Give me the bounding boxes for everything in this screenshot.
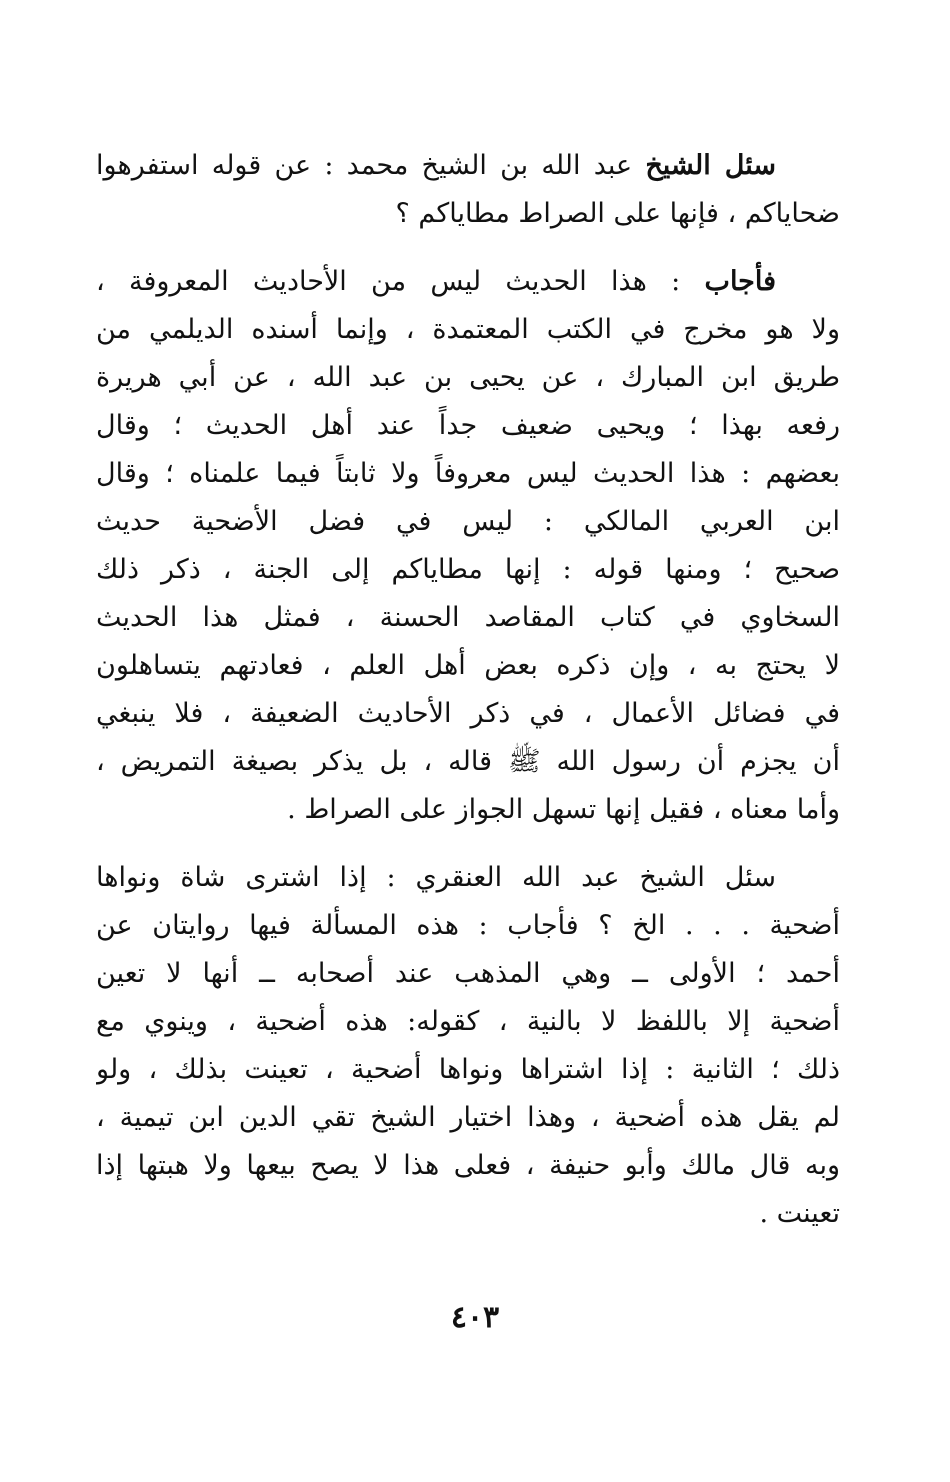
text-line: أن يجزم أن رسول الله ﷺ قاله ، بل يذكر بصيغة التمريض ، — [96, 746, 840, 777]
question-lead: سئل الشيخ — [645, 150, 777, 181]
question-answer-paragraph-2 — [96, 854, 840, 1238]
text-line: تعينت . — [759, 1198, 840, 1229]
answer-paragraph-1 — [96, 258, 840, 834]
text-line: في فضائل الأعمال ، في ذكر الأحاديث الضعيفة ، فلا ينبغي — [96, 698, 840, 729]
text-line: لا يحتج به ، وإن ذكره بعض أهل العلم ، فعادتهم يتساهلون — [96, 650, 840, 681]
text-line: بعضهم : هذا الحديث ليس معروفاً ولا ثابتاً فيما علمناه ؛ وقال — [96, 458, 840, 489]
page-number: ٤٠٣ — [450, 1300, 500, 1335]
text-line: سئل الشيخ عبد الله بن الشيخ محمد : عن قوله استفرهوا — [96, 150, 777, 181]
text-line: السخاوي في كتاب المقاصد الحسنة ، فمثل هذا الحديث — [96, 602, 840, 633]
document-page — [96, 142, 840, 1258]
text-line: فأجاب : هذا الحديث ليس من الأحاديث المعروفة ، — [96, 266, 776, 297]
text-line: أضحية . . . الخ ؟ فأجاب : هذه المسألة فيها روايتان عن — [96, 910, 840, 941]
text-line: صحيح ؛ ومنها قوله : إنها مطاياكم إلى الجنة ، ذكر ذلك — [96, 554, 840, 585]
text-line: ابن العربي المالكي : ليس في فضل الأضحية حديث — [96, 506, 840, 537]
text-line: لم يقل هذه أضحية ، وهذا اختيار الشيخ تقي الدين ابن تيمية ، — [96, 1102, 840, 1133]
text-line: وأما معناه ، فقيل إنها تسهل الجواز على الصراط . — [287, 794, 840, 825]
text-line: طريق ابن المبارك ، عن يحيى بن عبد الله ، عن أبي هريرة — [96, 362, 840, 393]
answer-lead: فأجاب — [704, 266, 776, 297]
text-line: ولا هو مخرج في الكتب المعتمدة ، وإنما أسنده الديلمي من — [96, 314, 840, 345]
text-line: أحمد ؛ الأولى ــ وهي المذهب عند أصحابه ــ أنها لا تعين — [96, 958, 840, 989]
text-line: ذلك ؛ الثانية : إذا اشتراها ونواها أضحية ، تعينت بذلك ، ولو — [96, 1054, 840, 1085]
text-line: أضحية إلا باللفظ لا بالنية ، كقوله: هذه أضحية ، وينوي مع — [96, 1006, 840, 1037]
text-line: وبه قال مالك وأبو حنيفة ، فعلى هذا لا يصح بيعها ولا هبتها إذا — [96, 1150, 840, 1181]
text-line: رفعه بهذا ؛ ويحيى ضعيف جداً عند أهل الحديث ؛ وقال — [96, 410, 840, 441]
text-line: سئل الشيخ عبد الله العنقري : إذا اشترى شاة ونواها — [96, 862, 776, 893]
text-line: ضحاياكم ، فإنها على الصراط مطاياكم ؟ — [395, 198, 840, 229]
question-paragraph-1 — [96, 142, 840, 238]
